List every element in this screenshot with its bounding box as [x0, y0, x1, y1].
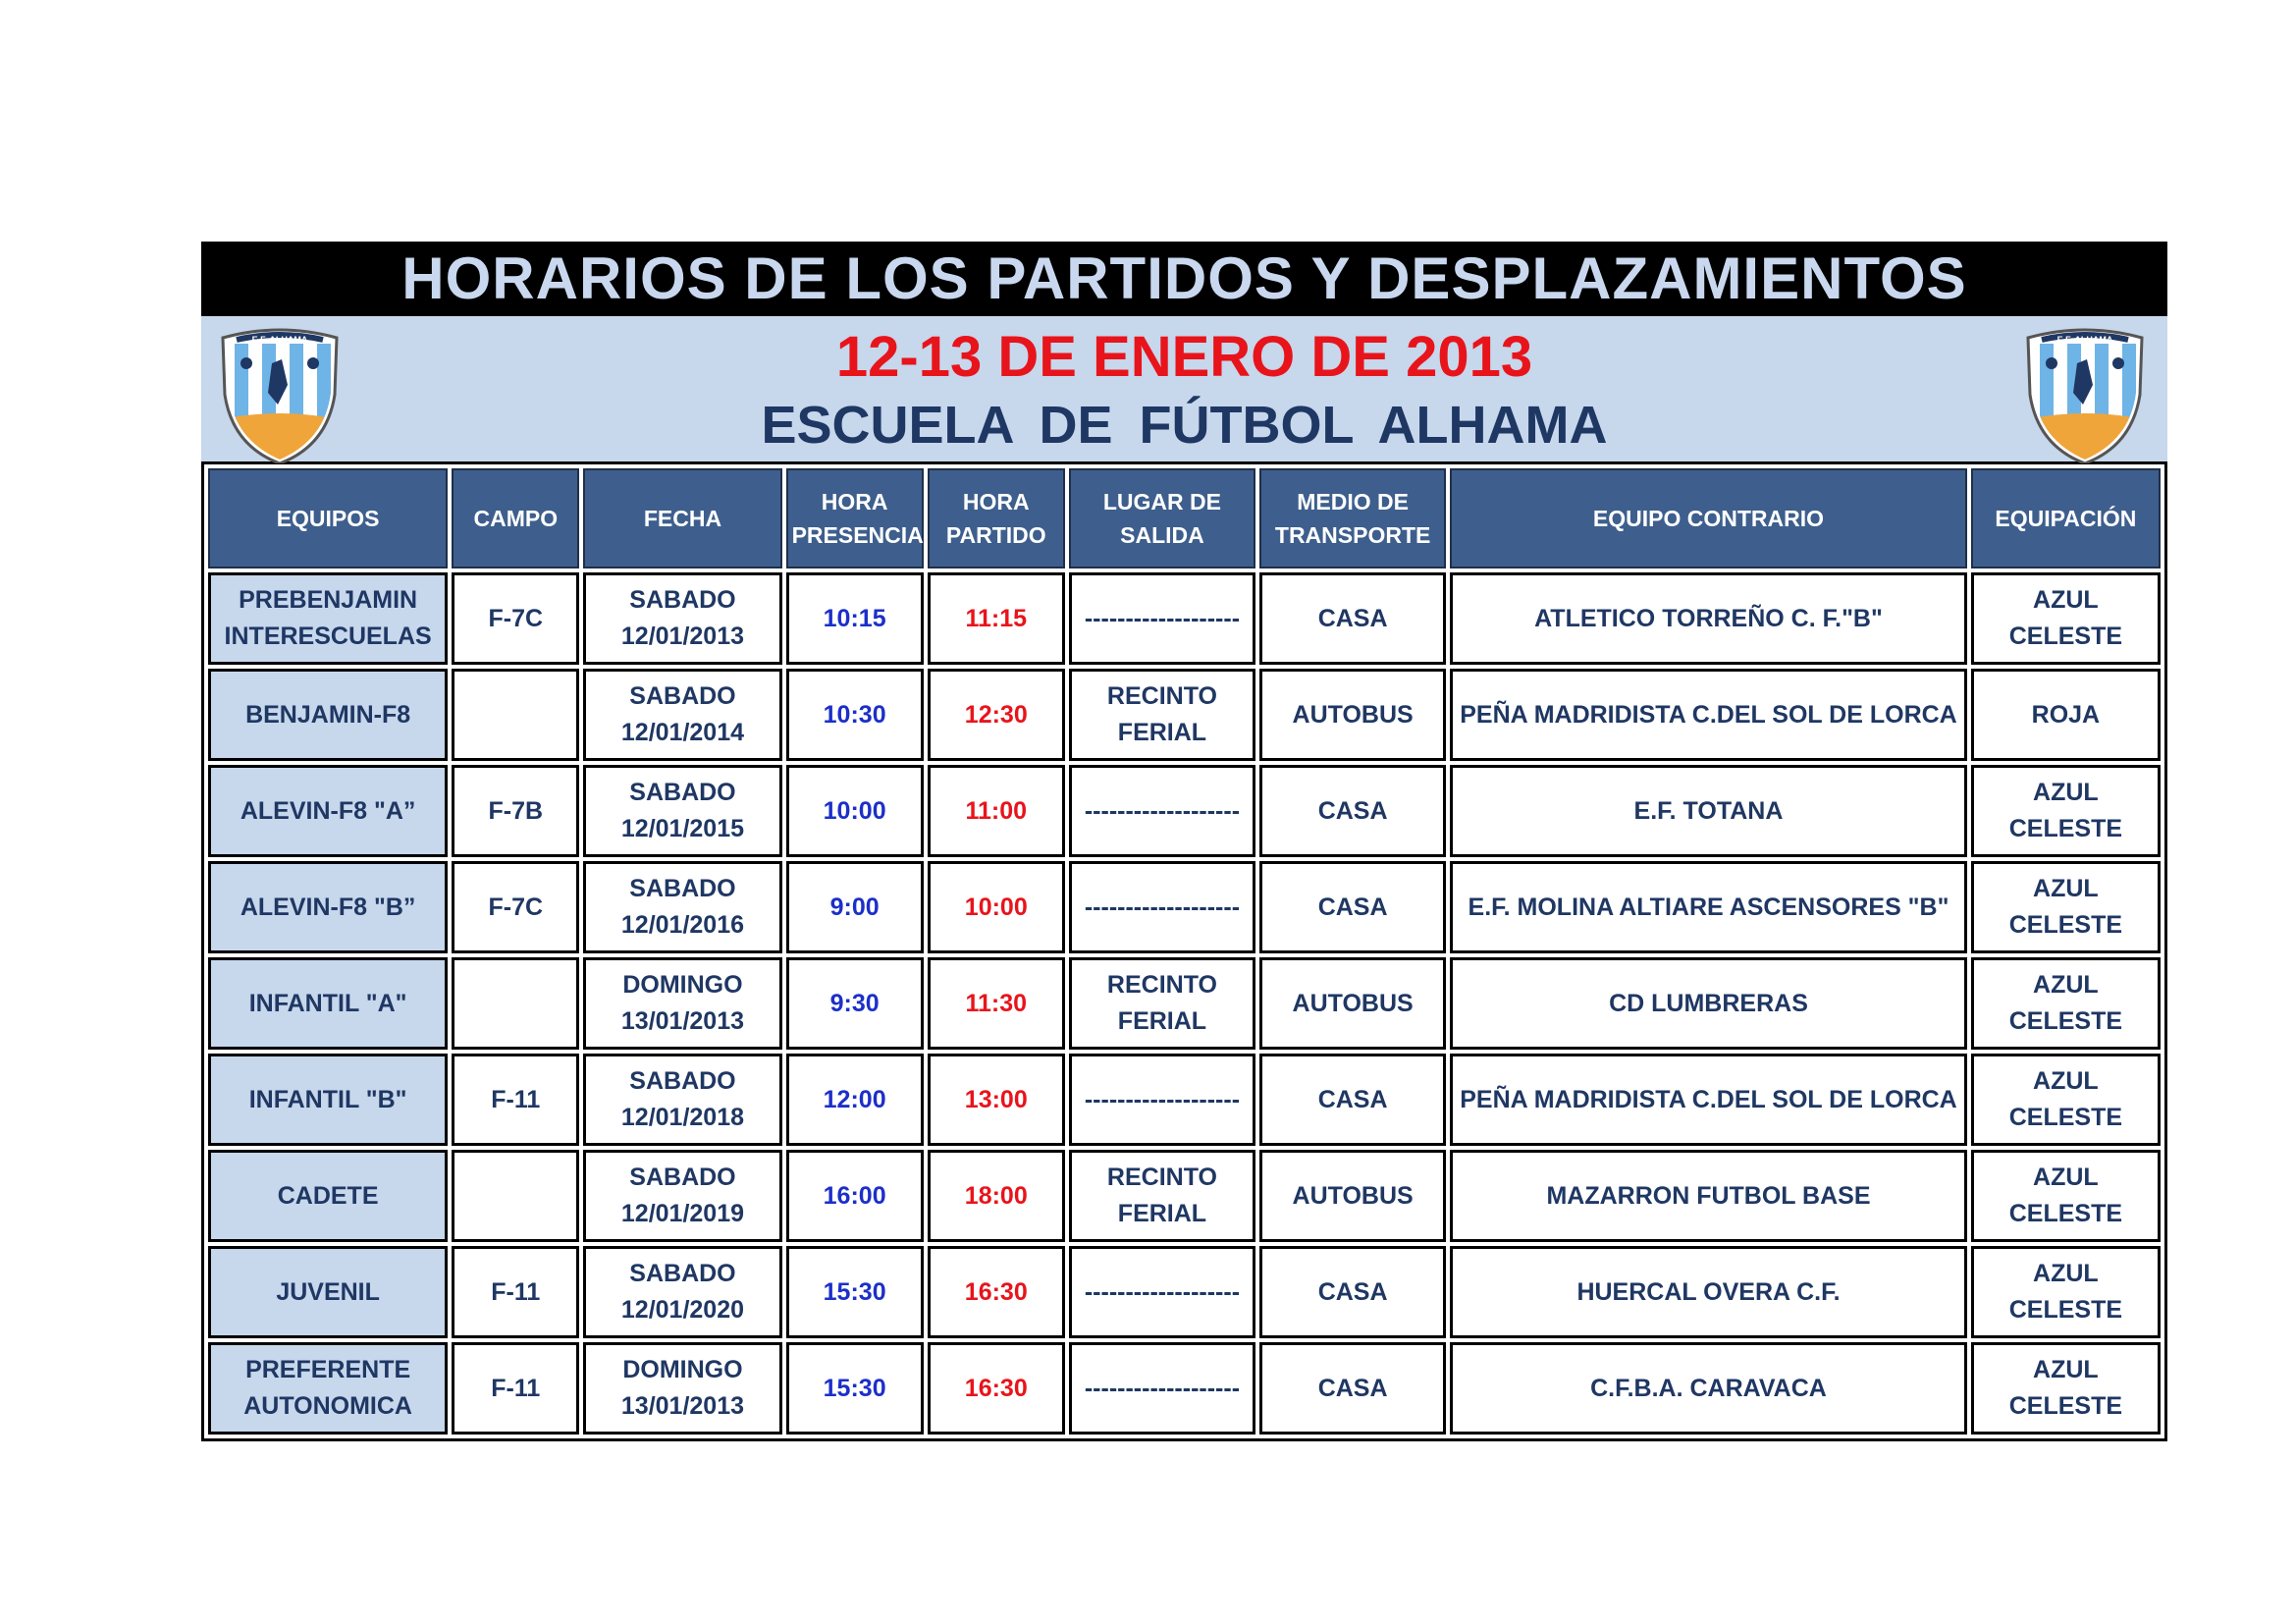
kit-cell: AZUL CELESTE: [1971, 1054, 2161, 1146]
team-cell: BENJAMIN-F8: [208, 669, 448, 761]
kit-cell: AZUL CELESTE: [1971, 957, 2161, 1050]
table-row: [208, 572, 2161, 665]
departure-cell: -------------------: [1069, 1246, 1255, 1338]
date-value: 12/01/2013: [620, 623, 745, 650]
table-row: [208, 1054, 2161, 1146]
opponent-cell: E.F. TOTANA: [1450, 765, 1967, 857]
schedule-table: [201, 461, 2167, 1441]
departure-cell: -------------------: [1069, 572, 1255, 665]
transport-cell: AUTOBUS: [1259, 669, 1446, 761]
opponent-cell: PEÑA MADRIDISTA C.DEL SOL DE LORCA: [1450, 669, 1967, 761]
transport-cell: CASA: [1259, 1342, 1446, 1435]
table-row: [208, 765, 2161, 857]
transport-cell: AUTOBUS: [1259, 957, 1446, 1050]
departure-cell: RECINTO FERIAL: [1069, 669, 1255, 761]
team-cell: CADETE: [208, 1150, 448, 1242]
table-header-row: [208, 468, 2161, 568]
date-day: SABADO: [629, 1067, 736, 1095]
date-cell: [583, 1150, 781, 1242]
svg-text:E.F. ALHAMA: E.F. ALHAMA: [251, 335, 308, 345]
date-day: SABADO: [629, 779, 736, 806]
kit-cell: AZUL CELESTE: [1971, 1150, 2161, 1242]
column-header-medio-de-transporte: MEDIO DE TRANSPORTE: [1259, 468, 1446, 568]
match-time-cell: 13:00: [928, 1054, 1065, 1146]
table-row: [208, 957, 2161, 1050]
match-time-cell: 11:15: [928, 572, 1065, 665]
opponent-cell: ATLETICO TORREÑO C. F."B": [1450, 572, 1967, 665]
transport-cell: CASA: [1259, 1246, 1446, 1338]
column-header-hora-partido: HORA PARTIDO: [928, 468, 1065, 568]
transport-cell: CASA: [1259, 572, 1446, 665]
date-cell: [583, 957, 781, 1050]
opponent-cell: C.F.B.A. CARAVACA: [1450, 1342, 1967, 1435]
date-day: SABADO: [629, 1164, 736, 1191]
club-crest-logo-right: [2022, 324, 2148, 463]
opponent-cell: CD LUMBRERAS: [1450, 957, 1967, 1050]
team-cell: ALEVIN-F8 "B”: [208, 861, 448, 953]
column-header-equipos: EQUIPOS: [208, 468, 448, 568]
transport-cell: CASA: [1259, 1054, 1446, 1146]
date-cell: [583, 1054, 781, 1146]
departure-cell: -------------------: [1069, 765, 1255, 857]
team-cell: PREBENJAMIN INTERESCUELAS: [208, 572, 448, 665]
date-day: DOMINGO: [622, 1356, 743, 1383]
transport-cell: CASA: [1259, 861, 1446, 953]
team-cell: ALEVIN-F8 "A”: [208, 765, 448, 857]
date-day: SABADO: [629, 586, 736, 614]
field-cell: F-11: [452, 1342, 579, 1435]
field-cell: [452, 669, 579, 761]
column-header-hora-presencia: HORA PRESENCIA: [786, 468, 924, 568]
column-header-equipo-contrario: EQUIPO CONTRARIO: [1450, 468, 1967, 568]
match-time-cell: 10:00: [928, 861, 1065, 953]
presence-time-cell: 10:00: [786, 765, 924, 857]
field-cell: F-7C: [452, 861, 579, 953]
kit-cell: AZUL CELESTE: [1971, 1246, 2161, 1338]
presence-time-cell: 10:30: [786, 669, 924, 761]
presence-time-cell: 16:00: [786, 1150, 924, 1242]
date-value: 12/01/2015: [620, 815, 745, 842]
date-value: 12/01/2019: [620, 1200, 745, 1227]
field-cell: [452, 957, 579, 1050]
departure-cell: -------------------: [1069, 1054, 1255, 1146]
date-day: SABADO: [629, 682, 736, 710]
match-time-cell: 11:00: [928, 765, 1065, 857]
opponent-cell: E.F. MOLINA ALTIARE ASCENSORES "B": [1450, 861, 1967, 953]
departure-cell: RECINTO FERIAL: [1069, 1150, 1255, 1242]
date-day: SABADO: [629, 875, 736, 902]
opponent-cell: PEÑA MADRIDISTA C.DEL SOL DE LORCA: [1450, 1054, 1967, 1146]
kit-cell: AZUL CELESTE: [1971, 765, 2161, 857]
presence-time-cell: 10:15: [786, 572, 924, 665]
field-cell: F-7C: [452, 572, 579, 665]
field-cell: F-11: [452, 1246, 579, 1338]
presence-time-cell: 9:00: [786, 861, 924, 953]
table-row: [208, 1342, 2161, 1435]
field-cell: [452, 1150, 579, 1242]
date-value: 12/01/2016: [620, 911, 745, 939]
team-cell: INFANTIL "A": [208, 957, 448, 1050]
departure-cell: -------------------: [1069, 1342, 1255, 1435]
date-cell: [583, 765, 781, 857]
transport-cell: AUTOBUS: [1259, 1150, 1446, 1242]
column-header-campo: CAMPO: [452, 468, 579, 568]
table-row: [208, 669, 2161, 761]
kit-cell: AZUL CELESTE: [1971, 861, 2161, 953]
opponent-cell: HUERCAL OVERA C.F.: [1450, 1246, 1967, 1338]
date-value: 12/01/2014: [620, 719, 745, 746]
page-title: HORARIOS DE LOS PARTIDOS Y DESPLAZAMIENTOS: [401, 245, 1967, 311]
schedule-sheet: [201, 242, 2167, 1441]
date-cell: [583, 669, 781, 761]
date-cell: [583, 1246, 781, 1338]
kit-cell: AZUL CELESTE: [1971, 1342, 2161, 1435]
date-value: 13/01/2013: [620, 1392, 745, 1420]
column-header-fecha: FECHA: [583, 468, 781, 568]
team-cell: INFANTIL "B": [208, 1054, 448, 1146]
match-time-cell: 12:30: [928, 669, 1065, 761]
date-value: 13/01/2013: [620, 1007, 745, 1035]
kit-cell: ROJA: [1971, 669, 2161, 761]
event-date: 12-13 DE ENERO DE 2013: [835, 325, 1533, 389]
departure-cell: RECINTO FERIAL: [1069, 957, 1255, 1050]
match-time-cell: 11:30: [928, 957, 1065, 1050]
opponent-cell: MAZARRON FUTBOL BASE: [1450, 1150, 1967, 1242]
match-time-cell: 16:30: [928, 1246, 1065, 1338]
table-row: [208, 1246, 2161, 1338]
presence-time-cell: 15:30: [786, 1342, 924, 1435]
svg-text:E.F. ALHAMA: E.F. ALHAMA: [2056, 335, 2113, 345]
date-day: SABADO: [629, 1260, 736, 1287]
presence-time-cell: 15:30: [786, 1246, 924, 1338]
header-band: [201, 316, 2167, 461]
match-time-cell: 18:00: [928, 1150, 1065, 1242]
column-header-lugar-de-salida: LUGAR DE SALIDA: [1069, 468, 1255, 568]
table-row: [208, 1150, 2161, 1242]
school-name: ESCUELA DE FÚTBOL ALHAMA: [761, 396, 1608, 455]
transport-cell: CASA: [1259, 765, 1446, 857]
date-day: DOMINGO: [622, 971, 743, 999]
title-bar: [201, 242, 2167, 316]
presence-time-cell: 12:00: [786, 1054, 924, 1146]
date-cell: [583, 572, 781, 665]
presence-time-cell: 9:30: [786, 957, 924, 1050]
date-value: 12/01/2018: [620, 1104, 745, 1131]
column-header-equipacion: EQUIPACIÓN: [1971, 468, 2161, 568]
date-value: 12/01/2020: [620, 1296, 745, 1324]
match-time-cell: 16:30: [928, 1342, 1065, 1435]
date-cell: [583, 1342, 781, 1435]
team-cell: PREFERENTE AUTONOMICA: [208, 1342, 448, 1435]
team-cell: JUVENIL: [208, 1246, 448, 1338]
departure-cell: -------------------: [1069, 861, 1255, 953]
field-cell: F-7B: [452, 765, 579, 857]
table-row: [208, 861, 2161, 953]
kit-cell: AZUL CELESTE: [1971, 572, 2161, 665]
field-cell: F-11: [452, 1054, 579, 1146]
date-cell: [583, 861, 781, 953]
